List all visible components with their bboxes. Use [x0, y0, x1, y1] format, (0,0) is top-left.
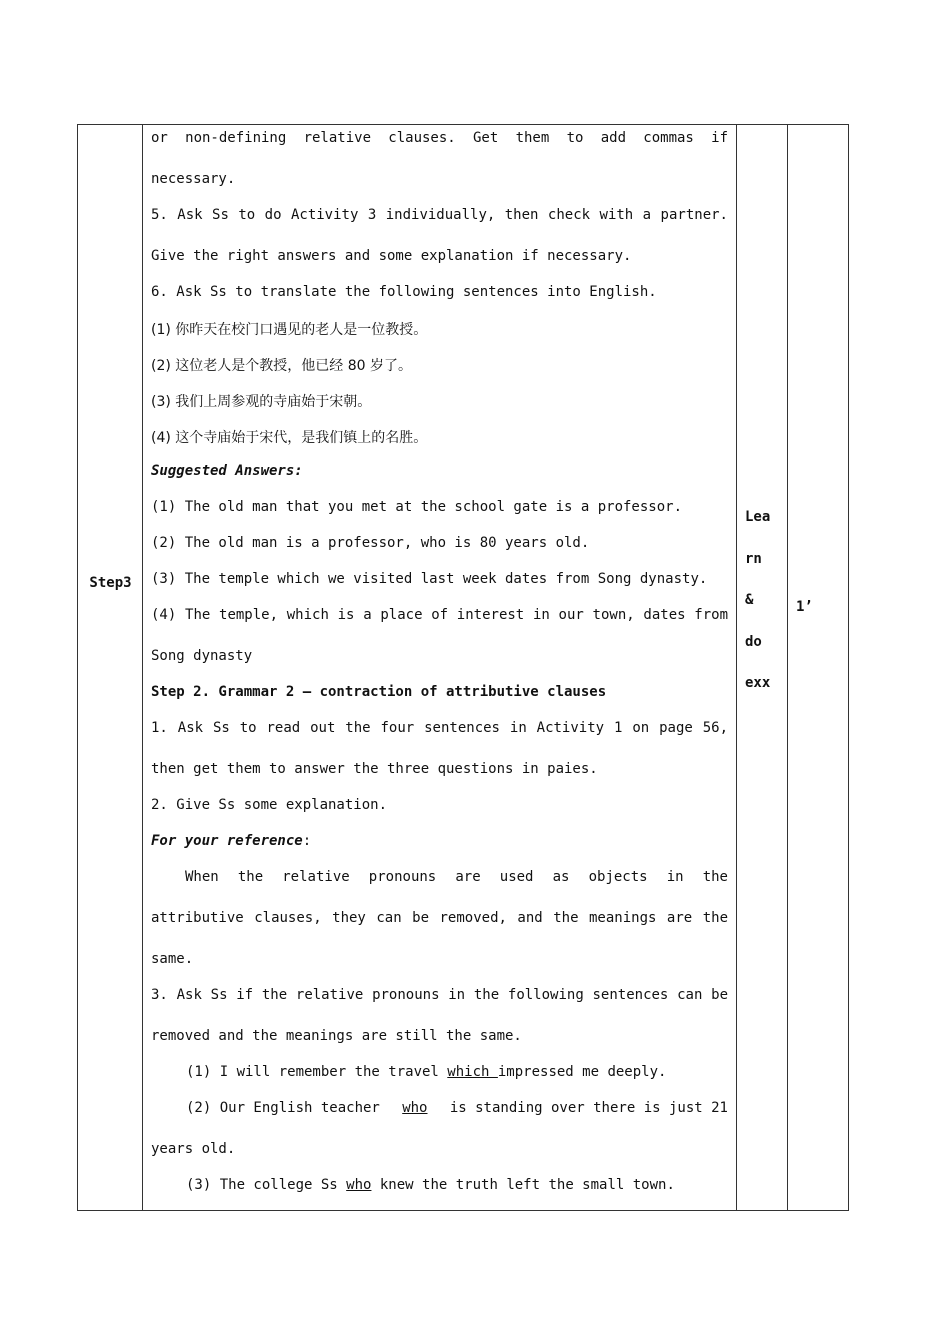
- suggested-answers-heading: Suggested Answers:: [151, 463, 303, 479]
- chinese-sentence: (1) 你昨天在校门口遇见的老人是一位教授。: [151, 322, 428, 338]
- underlined-pronoun: who: [402, 1100, 428, 1116]
- question-text: knew the truth left the small town.: [371, 1177, 675, 1193]
- question-text: (2) Our English teacher: [186, 1100, 389, 1116]
- question-text: (1) I will remember the travel: [186, 1064, 448, 1080]
- method-line: Lea: [745, 509, 771, 525]
- reference-colon: :: [302, 833, 312, 849]
- section-heading: Step 2. Grammar 2 – contraction of attributive clauses: [151, 684, 607, 700]
- reference-label: For your reference: [151, 833, 303, 849]
- answer-line: (1) The old man that you met at the school gate is a professor.: [151, 499, 683, 515]
- reference-heading: [151, 833, 728, 849]
- question-text: is standing over there is just 21: [441, 1100, 728, 1116]
- question-text: impressed me deeply.: [497, 1064, 667, 1080]
- step-label: Step3: [89, 575, 132, 591]
- text-line: When the relative pronouns are used as objects in the: [185, 869, 728, 885]
- question-line: years old.: [151, 1141, 236, 1157]
- column-divider: [142, 125, 143, 1210]
- text-line: then get them to answer the three questions in paies.: [151, 761, 598, 777]
- answer-line: (4) The temple, which is a place of interest in our town, dates from: [151, 607, 728, 623]
- chinese-sentence: (2) 这位老人是个教授，他已经 80 岁了。: [151, 358, 412, 374]
- text-line: Give the right answers and some explanation if necessary.: [151, 248, 632, 264]
- text-line: removed and the meanings are still the same.: [151, 1028, 522, 1044]
- answer-line: (2) The old man is a professor, who is 80 years old.: [151, 535, 590, 551]
- text-line: 2. Give Ss some explanation.: [151, 797, 388, 813]
- question-line: [186, 1064, 728, 1080]
- method-line: exx: [745, 675, 771, 691]
- method-line: &: [745, 592, 754, 608]
- question-line: [186, 1177, 728, 1193]
- answer-line: (3) The temple which we visited last week dates from Song dynasty.: [151, 571, 708, 587]
- text-line: 3. Ask Ss if the relative pronouns in the following sentences can be: [151, 987, 728, 1003]
- chinese-sentence: (3) 我们上周参观的寺庙始于宋朝。: [151, 394, 372, 410]
- text-line: attributive clauses, they can be removed, and the meanings are the: [151, 910, 728, 926]
- underlined-pronoun: who: [346, 1177, 372, 1193]
- text-line: 1. Ask Ss to read out the four sentences in Activity 1 on page 56,: [151, 720, 728, 736]
- column-divider: [736, 125, 737, 1210]
- method-line: rn: [745, 550, 762, 567]
- text-line: 6. Ask Ss to translate the following sentences into English.: [151, 284, 657, 300]
- underlined-pronoun: which: [447, 1064, 498, 1080]
- answer-line: Song dynasty: [151, 648, 253, 664]
- text-line: necessary.: [151, 171, 236, 187]
- chinese-sentence: (4) 这个寺庙始于宋代，是我们镇上的名胜。: [151, 430, 428, 446]
- method-line: do: [745, 633, 762, 650]
- question-line: [186, 1100, 728, 1116]
- text-line: 5. Ask Ss to do Activity 3 individually, then check with a partner.: [151, 207, 728, 223]
- method-cell: [738, 497, 795, 705]
- time-cell: 1’: [796, 599, 813, 615]
- text-line: same.: [151, 951, 194, 967]
- lesson-table: [77, 124, 849, 1211]
- question-text: (3) The college Ss: [186, 1177, 347, 1193]
- text-line: or non-defining relative clauses. Get them to add commas if: [151, 130, 728, 146]
